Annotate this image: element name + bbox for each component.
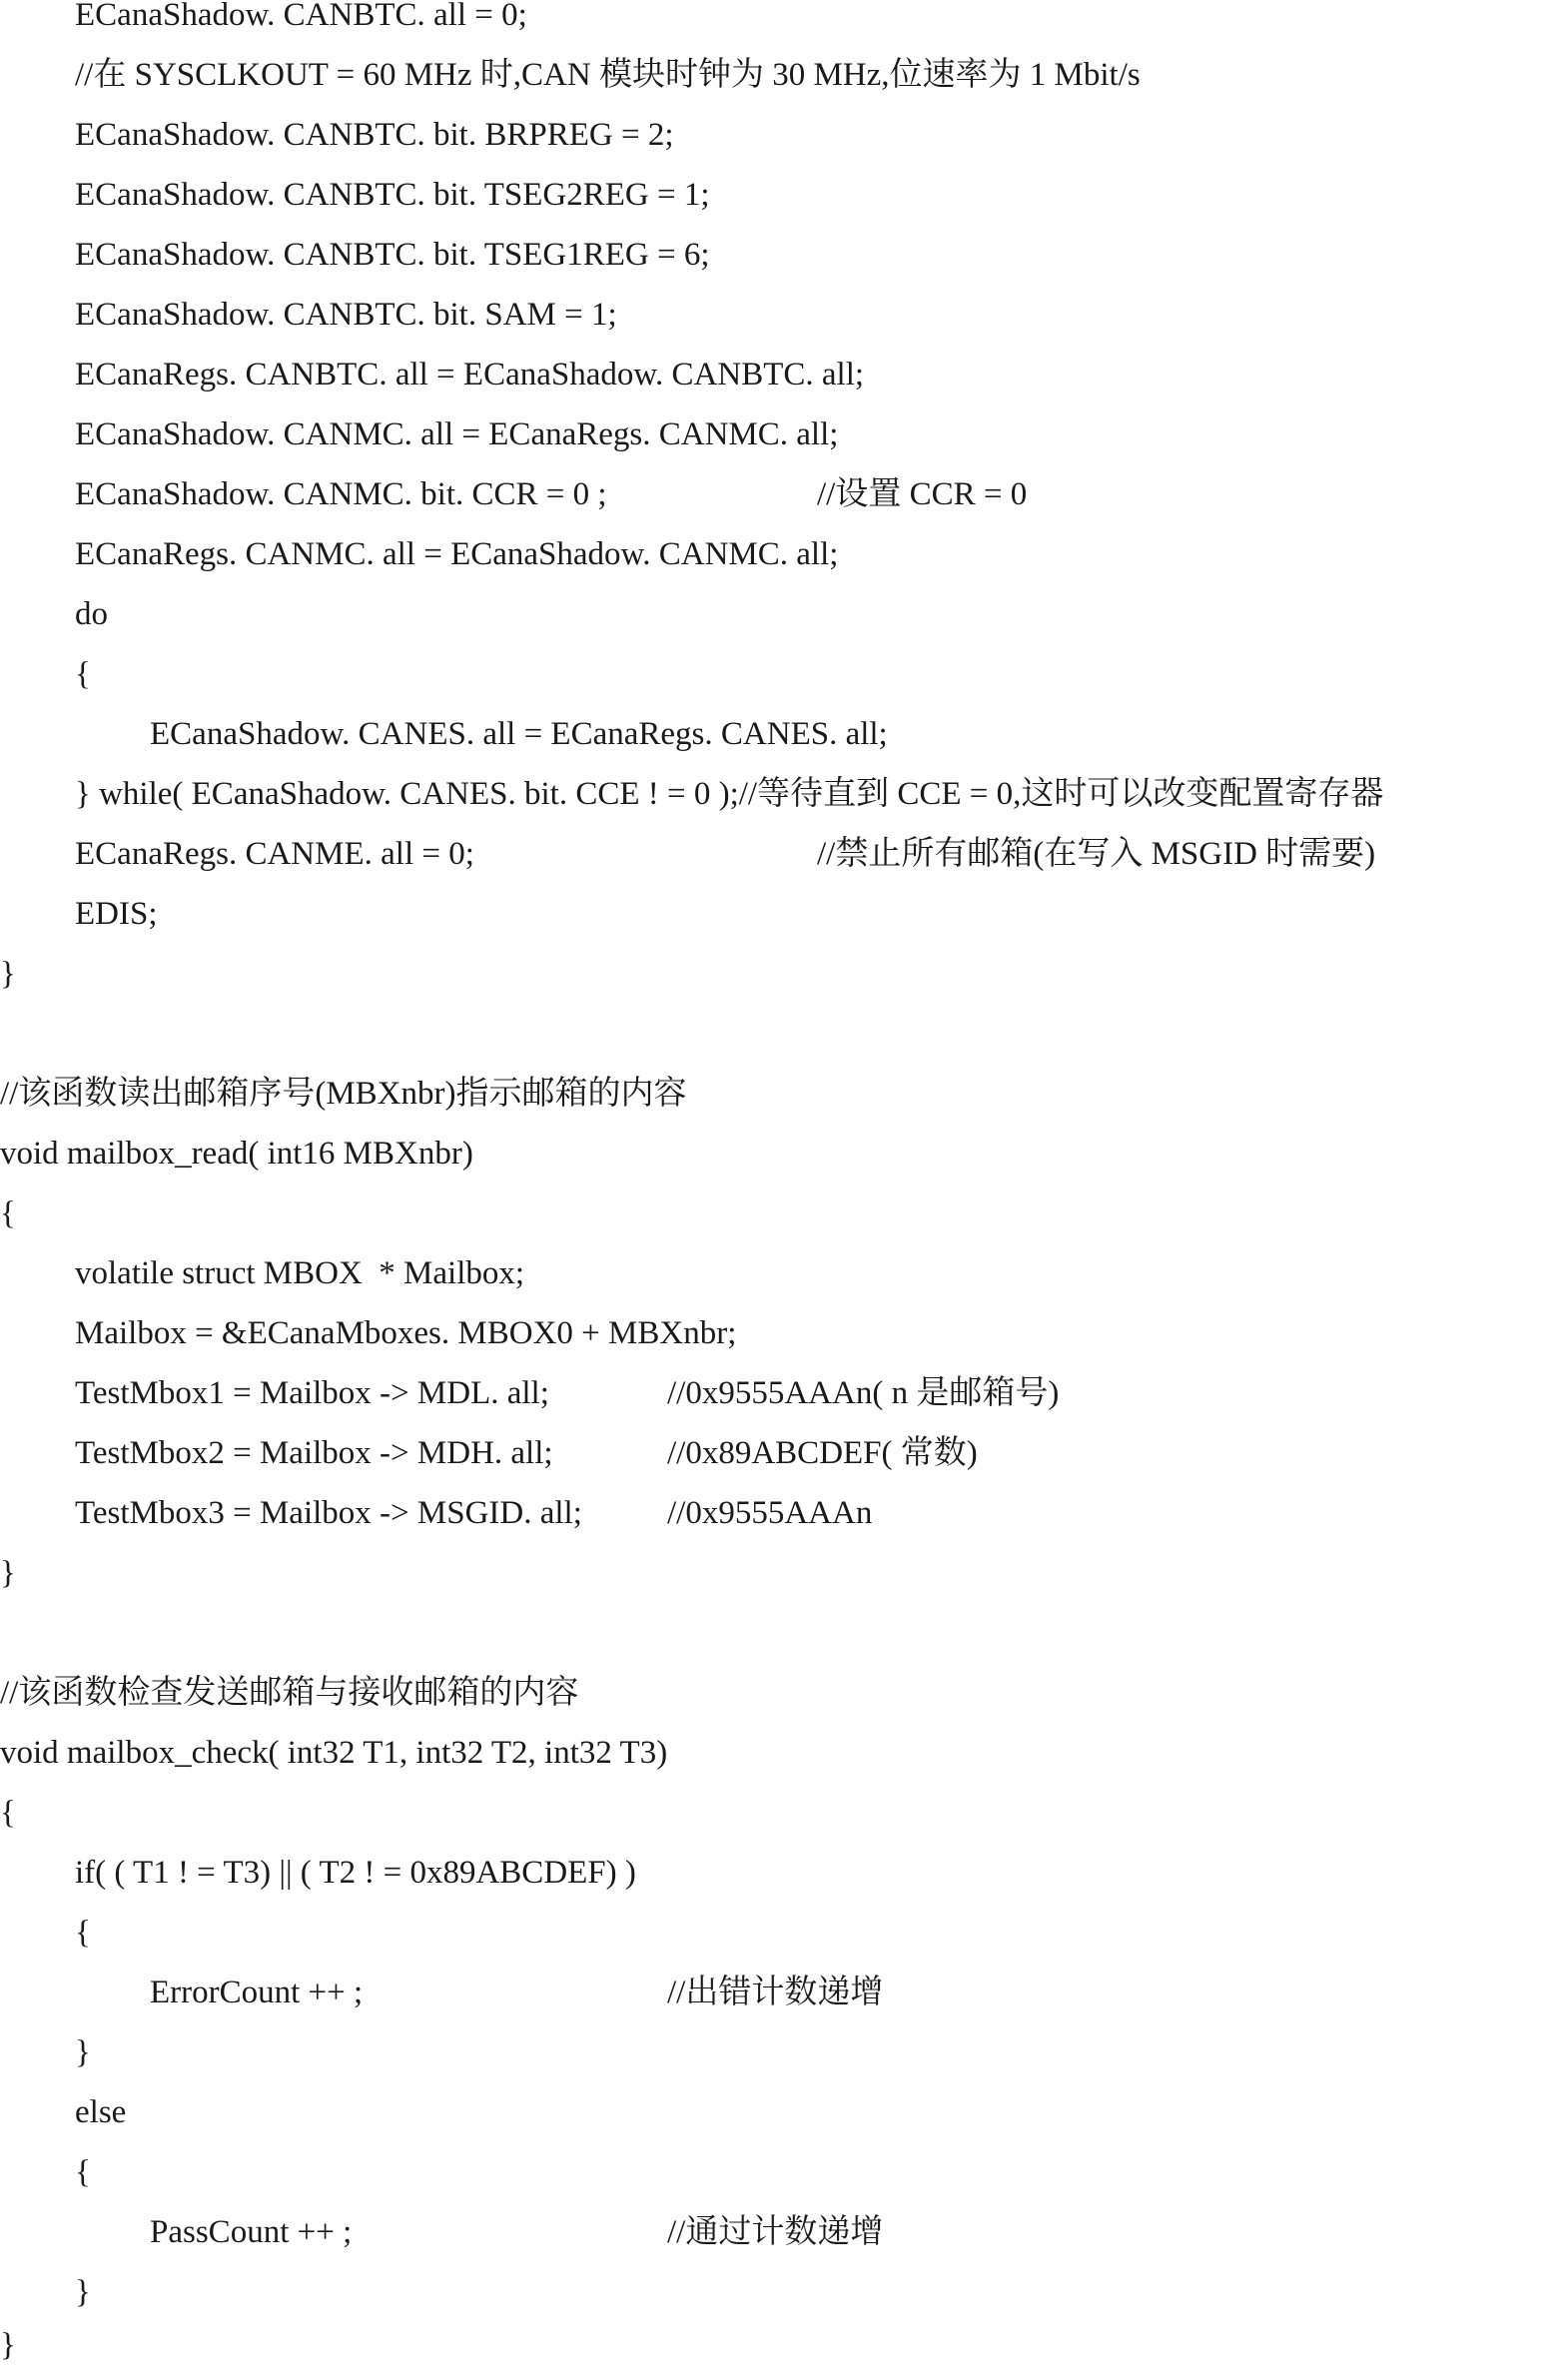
inline-comment: //通过计数递增: [667, 2214, 884, 2250]
inline-comment: //0x9555AAAn( n 是邮箱号): [667, 1375, 1060, 1411]
code-text: TestMbox3 = Mailbox -> MSGID. all;: [75, 1495, 582, 1531]
code-text: PassCount ++ ;: [150, 2214, 353, 2250]
code-text: }: [0, 2327, 16, 2363]
code-text: if( ( T1 ! = T3) || ( T2 ! = 0x89ABCDEF) ): [75, 1855, 636, 1891]
code-text: ECanaShadow. CANBTC. bit. BRPREG = 2;: [75, 117, 674, 153]
code-text: //在 SYSCLKOUT = 60 MHz 时,CAN 模块时钟为 30 MHz,位速率为 1 Mbit/s: [75, 57, 1141, 93]
code-text: volatile struct MBOX * Mailbox;: [75, 1255, 525, 1291]
code-text: {: [0, 1795, 16, 1831]
code-text: //该函数检查发送邮箱与接收邮箱的内容: [0, 1675, 579, 1711]
code-text: void mailbox_read( int16 MBXnbr): [0, 1136, 473, 1172]
code-text: do: [75, 596, 108, 632]
code-text: else: [75, 2094, 127, 2130]
code-text: ECanaShadow. CANMC. all = ECanaRegs. CANMC. all;: [75, 416, 839, 452]
code-text: ECanaShadow. CANBTC. bit. SAM = 1;: [75, 297, 617, 333]
code-text: ECanaShadow. CANES. all = ECanaRegs. CANES. all;: [150, 716, 888, 752]
code-text: {: [75, 1915, 91, 1951]
code-text: {: [75, 656, 91, 692]
code-text: Mailbox = &ECanaMboxes. MBOX0 + MBXnbr;: [75, 1315, 737, 1351]
code-text: } while( ECanaShadow. CANES. bit. CCE ! = 0 );//等待直到 CCE = 0,这时可以改变配置寄存器: [75, 776, 1384, 812]
code-text: {: [75, 2154, 91, 2190]
code-text: ECanaRegs. CANME. all = 0;: [75, 836, 474, 872]
code-text: TestMbox1 = Mailbox -> MDL. all;: [75, 1375, 549, 1411]
code-text: ECanaShadow. CANBTC. bit. TSEG1REG = 6;: [75, 237, 710, 273]
inline-comment: //设置 CCR = 0: [817, 476, 1028, 512]
code-text: ECanaShadow. CANBTC. all = 0;: [75, 0, 527, 33]
code-text: {: [0, 1195, 16, 1231]
inline-comment: //0x89ABCDEF( 常数): [667, 1435, 978, 1471]
code-text: ECanaShadow. CANBTC. bit. TSEG2REG = 1;: [75, 177, 710, 213]
code-text: TestMbox2 = Mailbox -> MDH. all;: [75, 1435, 553, 1471]
code-text: }: [75, 2274, 91, 2310]
inline-comment: //出错计数递增: [667, 1975, 884, 2010]
inline-comment: //禁止所有邮箱(在写入 MSGID 时需要): [817, 836, 1376, 872]
code-text: ECanaRegs. CANBTC. all = ECanaShadow. CANBTC. all;: [75, 357, 865, 393]
code-text: ECanaShadow. CANMC. bit. CCR = 0 ;: [75, 476, 607, 512]
code-text: }: [0, 1555, 16, 1591]
code-text: }: [0, 956, 16, 992]
code-text: ErrorCount ++ ;: [150, 1975, 364, 2010]
code-text: void mailbox_check( int32 T1, int32 T2, int32 T3): [0, 1735, 668, 1771]
code-text: }: [75, 2034, 91, 2070]
code-text: //该函数读出邮箱序号(MBXnbr)指示邮箱的内容: [0, 1076, 687, 1112]
code-text: ECanaRegs. CANMC. all = ECanaShadow. CANMC. all;: [75, 536, 839, 572]
code-text: EDIS;: [75, 896, 158, 932]
inline-comment: //0x9555AAAn: [667, 1495, 873, 1531]
